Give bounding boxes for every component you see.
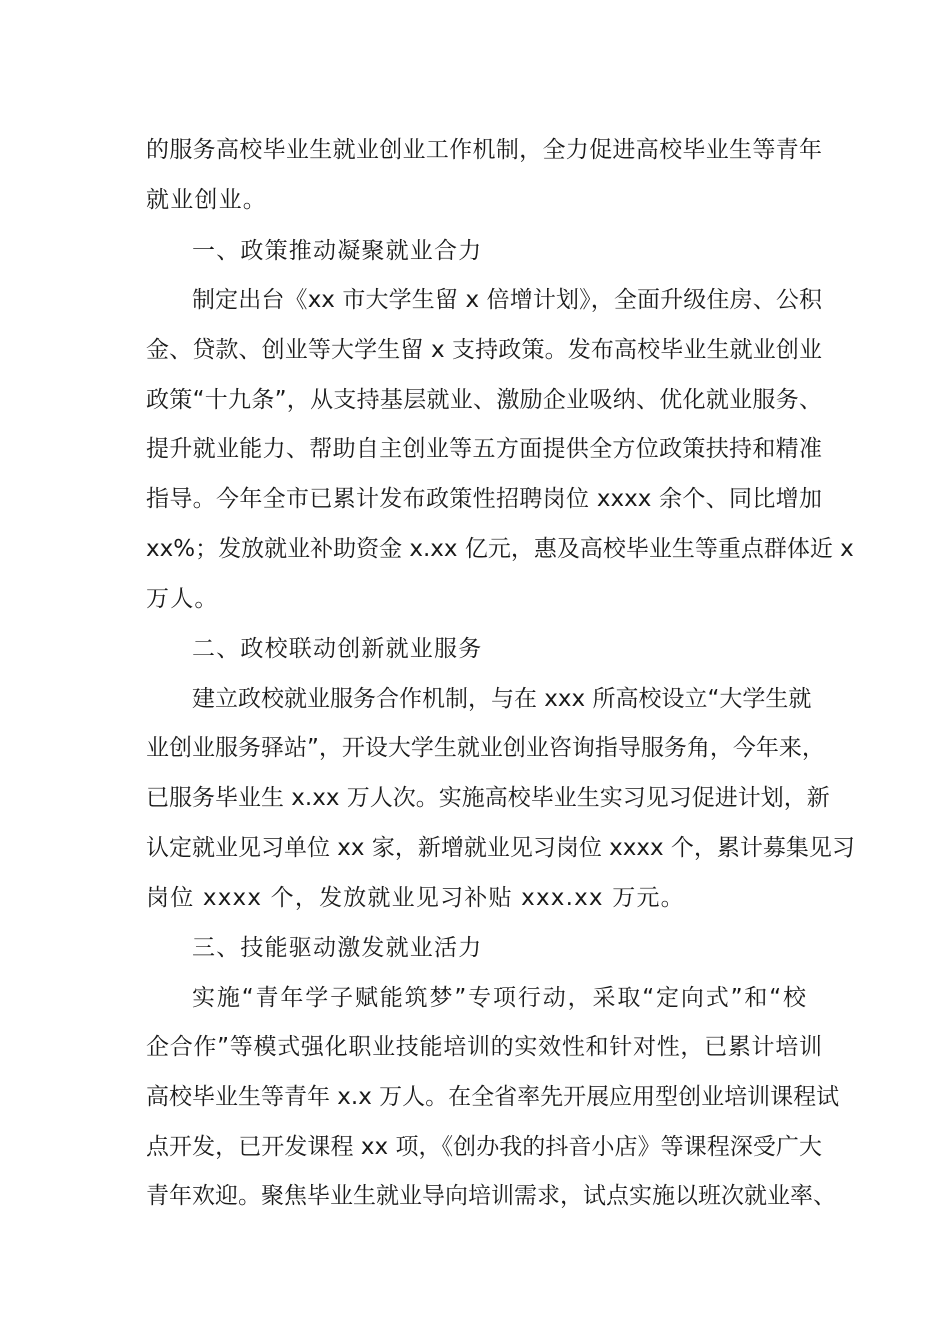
text-line-16: 岗位 xxxx 个，发放就业见习补贴 xxx.xx 万元。	[146, 885, 685, 911]
text-line-2: 就业创业。	[146, 187, 267, 213]
text-line-10: 万人。	[146, 586, 219, 612]
text-line-5: 金、贷款、创业等大学生留 x 支持政策。发布高校毕业生就业创业	[146, 337, 822, 363]
text-line-22: 青年欢迎。聚焦毕业生就业导向培训需求，试点实施以班次就业率、	[146, 1183, 836, 1209]
text-line-1: 的服务高校毕业生就业创业工作机制，全力促进高校毕业生等青年	[146, 137, 822, 163]
section-heading-2: 二、政校联动创新就业服务	[192, 636, 483, 662]
text-line-15: 认定就业见习单位 xx 家，新增就业见习岗位 xxxx 个，累计募集见习	[146, 835, 855, 861]
text-line-12: 建立政校就业服务合作机制，与在 xxx 所高校设立“大学生就	[192, 686, 812, 712]
text-line-19: 企合作”等模式强化职业技能培训的实效性和针对性，已累计培训	[146, 1034, 822, 1060]
text-line-21: 点开发，已开发课程 xx 项，《创办我的抖音小店》等课程深受广大	[146, 1134, 822, 1160]
text-line-8: 指导。今年全市已累计发布政策性招聘岗位 xxxx 余个、同比增加	[146, 486, 822, 512]
text-line-7: 提升就业能力、帮助自主创业等五方面提供全方位政策扶持和精准	[146, 436, 822, 462]
section-heading-1: 一、政策推动凝聚就业合力	[192, 238, 483, 264]
text-line-9: xx%；发放就业补助资金 x.xx 亿元，惠及高校毕业生等重点群体近 x	[146, 536, 854, 562]
text-line-13: 业创业服务驿站”，开设大学生就业创业咨询指导服务角，今年来，	[146, 735, 825, 761]
text-line-14: 已服务毕业生 x.xx 万人次。实施高校毕业生实习见习促进计划，新	[146, 785, 830, 811]
section-heading-3: 三、技能驱动激发就业活力	[192, 935, 483, 961]
text-line-6: 政策“十九条”，从支持基层就业、激励企业吸纳、优化就业服务、	[146, 387, 822, 413]
text-line-4: 制定出台《xx 市大学生留 x 倍增计划》，全面升级住房、公积	[192, 287, 822, 313]
text-line-20: 高校毕业生等青年 x.x 万人。在全省率先开展应用型创业培训课程试	[146, 1084, 840, 1110]
text-line-18: 实施“青年学子赋能筑梦”专项行动，采取“定向式”和“校	[192, 985, 806, 1011]
